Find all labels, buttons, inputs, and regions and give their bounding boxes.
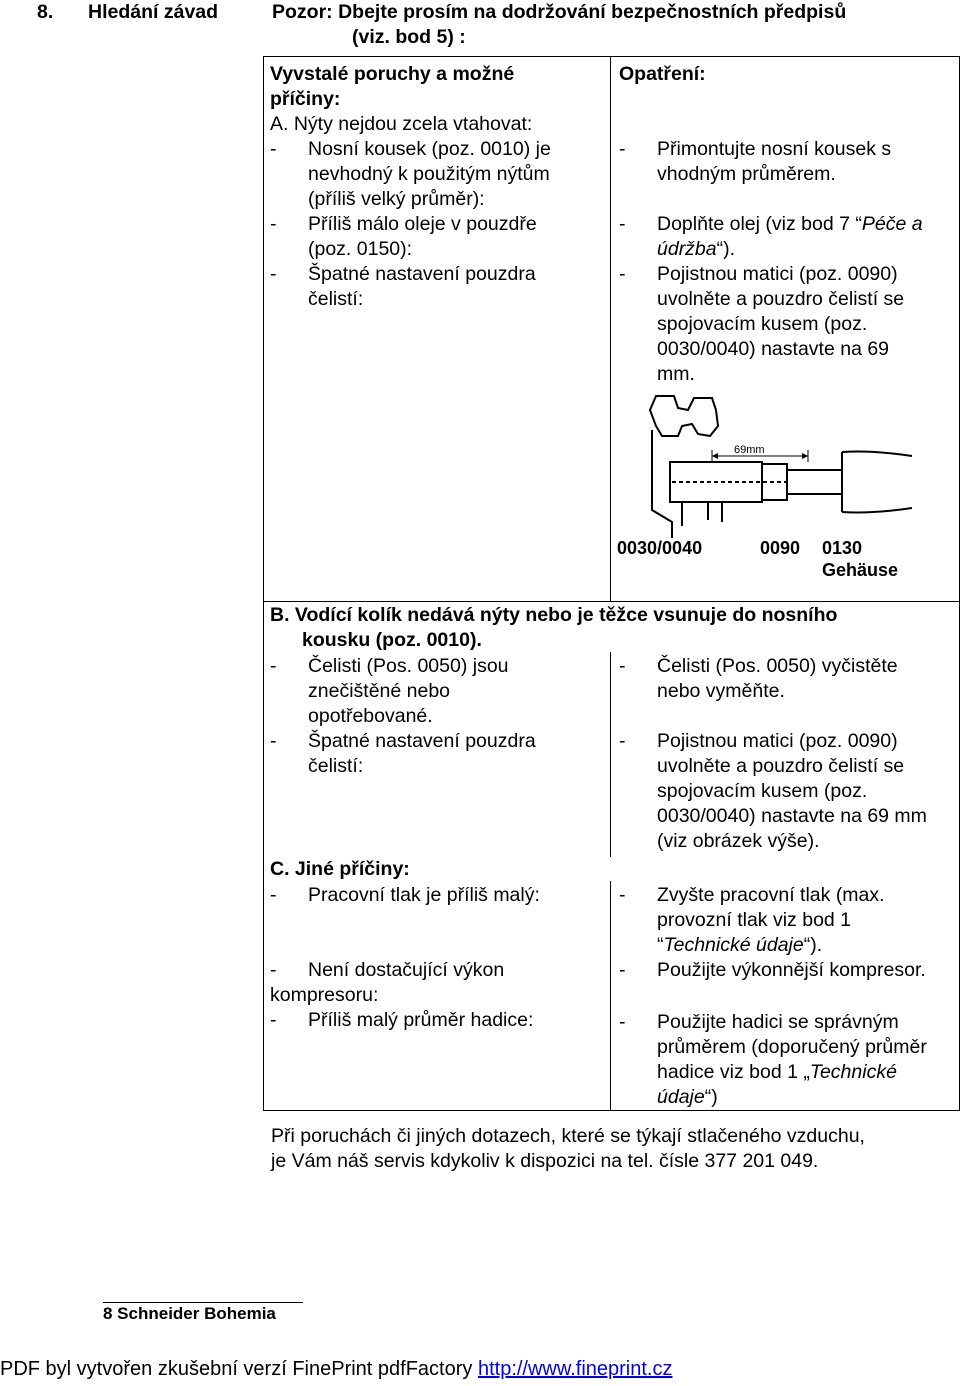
measures-column-header: Opatření:: [619, 63, 706, 85]
measure-a3-line: spojovacím kusem (poz.: [657, 313, 868, 335]
measure-c3-line: Použijte hadici se správným: [657, 1011, 899, 1033]
cause-a1-line: (příliš velký průměr):: [308, 188, 485, 210]
table-divider-a: [610, 56, 611, 601]
table-border-left: [263, 56, 264, 1111]
cause-c1-line: Pracovní tlak je příliš malý:: [308, 884, 540, 906]
measure-c3-italic-2: údaje: [657, 1086, 705, 1108]
cause-b1-line: Čelisti (Pos. 0050) jsou: [308, 655, 509, 677]
service-contact-paragraph: [271, 1124, 960, 1174]
measure-a1: - Přimontujte nosní kousek s vhodným průměrem.: [619, 137, 959, 187]
cause-c2-line-2: kompresoru:: [270, 984, 379, 1006]
label-0030-0040: 0030/0040: [617, 538, 703, 558]
measure-a2-line-2: [657, 237, 959, 262]
section-number: 8.: [37, 1, 54, 23]
measure-a1-line: Přimontujte nosní kousek s: [657, 138, 892, 160]
measure-c3-line: průměrem (doporučený průměr: [657, 1036, 927, 1058]
measure-c1-quote: “: [657, 934, 664, 956]
fineprint-link[interactable]: http://www.fineprint.cz: [477, 1358, 673, 1380]
tool-drawing: [650, 396, 912, 538]
cause-a1-line: Nosní kousek (poz. 0010) je: [308, 138, 551, 160]
dimension-label: 69mm: [734, 444, 765, 456]
measure-b2-line: 0030/0040) nastavte na 69 mm: [657, 805, 927, 827]
warning-line-2: (viz. bod 5) :: [352, 26, 466, 48]
wrench-shape: [650, 396, 718, 436]
section-b-title-line-2: kousku (poz. 0010).: [302, 629, 482, 651]
warning-line-1: Pozor: Dbejte prosím na dodržování bezpečnostních předpisů: [272, 1, 847, 23]
table-border-top: [263, 56, 960, 57]
cause-b1-line: znečištěné nebo: [308, 680, 451, 702]
closing-line-2: je Vám náš servis kdykoliv k dispozici na tel. čísle 377 201 049.: [271, 1150, 819, 1172]
measure-c2-line: Použijte výkonnější kompresor.: [657, 959, 926, 981]
cause-a1: - Nosní kousek (poz. 0010) je nevhodný k použitým nýtům (příliš velký průměr):: [270, 137, 605, 212]
measure-b2-line: (viz obrázek výše).: [657, 830, 820, 852]
measure-c3-italic: Technické: [809, 1061, 897, 1083]
label-0090: 0090: [760, 538, 801, 558]
measure-a3-line: uvolněte a pouzdro čelistí se: [657, 288, 905, 310]
measure-a2-post: “).: [716, 238, 736, 260]
label-0130: 0130: [822, 538, 863, 558]
table-divider-c: [610, 881, 611, 1111]
cause-a3-line: čelistí:: [308, 288, 364, 310]
measure-b1-line: Čelisti (Pos. 0050) vyčistěte: [657, 655, 898, 677]
label-gehause: Gehäuse: [822, 560, 899, 580]
section-a-title: A. Nýty nejdou zcela vtahovat:: [270, 113, 533, 135]
measure-b2-line: Pojistnou matici (poz. 0090): [657, 730, 898, 752]
measure-a3-line: Pojistnou matici (poz. 0090): [657, 263, 898, 285]
measure-c3: - Použijte hadici se správným průměrem (doporučený průměr hadice viz bod 1 „Technické údaje“): [619, 1010, 959, 1110]
cause-a2: - Příliš málo oleje v pouzdře (poz. 0150):: [270, 212, 605, 262]
section-a-causes: [270, 137, 605, 312]
measure-c1: - Zvyšte pracovní tlak (max. provozní tlak viz bod 1 “Technické údaje“).: [619, 883, 959, 958]
measure-b1: - Čelisti (Pos. 0050) vyčistěte nebo vyměňte.: [619, 654, 959, 704]
measure-c1-line: Zvyšte pracovní tlak (max.: [657, 884, 885, 906]
section-title: Hledání závad: [88, 1, 219, 23]
pdf-creator-note: [0, 1357, 672, 1382]
measure-c3-line-3: [657, 1060, 959, 1085]
footnote: 8 Schneider Bohemia: [103, 1304, 276, 1323]
causes-header-line-2: příčiny:: [270, 88, 341, 110]
section-b-causes: [270, 654, 605, 779]
measure-b2: - Pojistnou matici (poz. 0090) uvolněte a pouzdro čelistí se spojovacím kusem (poz. 0030/0040) nastavte na 69 mm (viz obrázek výše).: [619, 729, 959, 854]
section-c-measures: [619, 883, 959, 1110]
causes-column-header: [270, 62, 605, 112]
table-row-line-b: [263, 601, 960, 602]
table-border-bottom: [263, 1110, 960, 1111]
cause-a2-line: Příliš málo oleje v pouzdře: [308, 213, 537, 235]
measure-b2-line: uvolněte a pouzdro čelistí se: [657, 755, 905, 777]
cause-c3: - Příliš malý průměr hadice:: [270, 1008, 610, 1033]
cause-b2: - Špatné nastavení pouzdra čelistí:: [270, 729, 605, 779]
measure-a2-line-1: [657, 212, 959, 237]
measure-b2-line: spojovacím kusem (poz.: [657, 780, 868, 802]
measure-a3: - Pojistnou matici (poz. 0090) uvolněte a pouzdro čelistí se spojovacím kusem (poz. 0030/0040) nastavte na 69 mm.: [619, 262, 959, 387]
measure-c1-post: “).: [803, 934, 823, 956]
measure-a2-text: Doplňte olej (viz bod 7 “: [657, 213, 862, 235]
cause-a2-line: (poz. 0150):: [308, 238, 413, 260]
closing-line-1: Při poruchách či jiných dotazech, které se týkají stlačeného vzduchu,: [271, 1125, 865, 1147]
section-b-title-line-1: B. Vodící kolík nedává nýty nebo je těžce vsunuje do nosního: [270, 604, 838, 626]
safety-warning: [272, 0, 912, 50]
measure-a2-italic-2: údržba: [657, 238, 717, 260]
section-b-title: [270, 603, 950, 653]
measure-c3-line-4: [657, 1085, 959, 1110]
measure-c1-italic: Technické údaje: [663, 934, 804, 956]
measure-b1-line: nebo vyměňte.: [657, 680, 785, 702]
measure-a3-line: 0030/0040) nastavte na 69: [657, 338, 890, 360]
cause-a3: - Špatné nastavení pouzdra čelistí:: [270, 262, 605, 312]
cause-a1-line: nevhodný k použitým nýtům: [308, 163, 550, 185]
section-a-measures: [619, 137, 959, 387]
causes-header-line-1: Vyvstalé poruchy a možné: [270, 63, 515, 85]
measure-a3-line: mm.: [657, 363, 695, 385]
cause-b1-line: opotřebované.: [308, 705, 433, 727]
measure-a1-line: vhodným průměrem.: [657, 163, 836, 185]
measure-c2: - Použijte výkonnější kompresor.: [619, 958, 959, 983]
measure-c3-post: “): [704, 1086, 718, 1108]
section-b-measures: [619, 654, 959, 854]
jaw-housing-figure: [612, 390, 912, 590]
cause-b2-line: čelistí:: [308, 755, 364, 777]
cause-b1: - Čelisti (Pos. 0050) jsou znečištěné nebo opotřebované.: [270, 654, 605, 729]
cause-c2: - Není dostačující výkon: [270, 958, 610, 983]
section-c-title: C. Jiné příčiny:: [270, 858, 410, 880]
measure-c1-line-3: [657, 933, 959, 958]
cause-c2-line: Není dostačující výkon: [308, 959, 505, 981]
pdf-creator-text: PDF byl vytvořen zkušební verzí FinePrint pdfFactory: [0, 1358, 478, 1380]
section-c-causes: [270, 883, 610, 1033]
measure-c1-line: provozní tlak viz bod 1: [657, 909, 852, 931]
measure-a2: - Doplňte olej (viz bod 7 “Péče a údržba“).: [619, 212, 959, 262]
cause-a3-line: Špatné nastavení pouzdra: [308, 263, 536, 285]
measure-a2-italic: Péče a: [861, 213, 923, 235]
cause-c3-line: Příliš malý průměr hadice:: [308, 1009, 534, 1031]
table-divider-b: [610, 652, 611, 857]
measure-c3-text: hadice viz bod 1 „: [657, 1061, 810, 1083]
cause-b2-line: Špatné nastavení pouzdra: [308, 730, 536, 752]
cause-c1: - Pracovní tlak je příliš malý:: [270, 883, 610, 908]
